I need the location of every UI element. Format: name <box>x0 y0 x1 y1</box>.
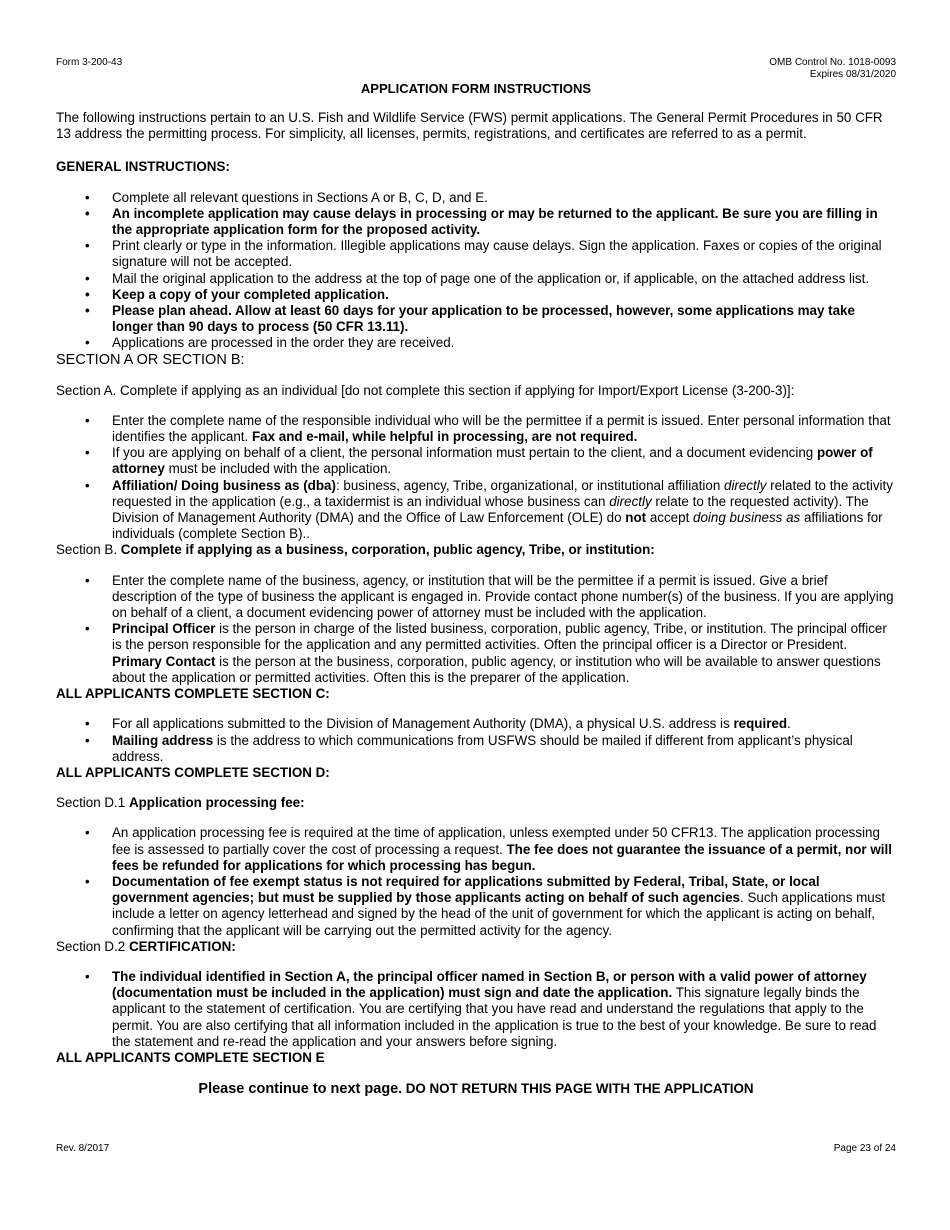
document-body <box>56 110 896 1097</box>
section-b-list <box>56 573 896 686</box>
section-d1-heading: Section D.1 Application processing fee: <box>56 795 305 811</box>
omb-control-number: OMB Control No. 1018-0093 <box>769 57 896 68</box>
list-item: • An application processing fee is required at the time of application, unless exempted under 50 CFR13. The application processing fee is assessed to partially cover the cost of processing a request. The fee does not guarantee the issuance of a permit, nor will fees be refunded for applications for which processing has begun. <box>112 825 896 874</box>
list-item: • Principal Officer is the person in charge of the listed business, corporation, public agency, Tribe, or institution. The principal officer is the person responsible for the application and any permitted activities. Often the principal officer is a Director or President. Primary Contact is the person at the business, corporation, public agency, or institution who will be available to answer questions about the application or permitted activities. Often this is the preparer of the application. <box>112 621 896 686</box>
intro-paragraph: The following instructions pertain to an U.S. Fish and Wildlife Service (FWS) permit applications. The General Permit Procedures in 50 CFR 13 address the permitting process. For simplicity, all licenses, permits, registrations, and certificates are referred to as a permit. <box>56 110 883 142</box>
list-item: • An incomplete application may cause delays in processing or may be returned to the applicant. Be sure you are filling in the appropriate application form for the proposed activity. <box>112 206 896 238</box>
omb-info <box>769 57 896 81</box>
general-instructions-heading: GENERAL INSTRUCTIONS: <box>56 159 230 175</box>
list-item: • Affiliation/ Doing business as (dba): business, agency, Tribe, organizational, or institutional affiliation directly related to the activity requested in the application (e.g., a taxidermist is an individual whose business can directly relate to the requested activity). The Division of Management Authority (DMA) and the Office of Law Enforcement (OLE) do not accept doing business as affiliations for individuals (complete Section B).. <box>112 478 896 543</box>
section-d2-heading: Section D.2 CERTIFICATION: <box>56 938 236 954</box>
section-d-heading: ALL APPLICANTS COMPLETE SECTION D: <box>56 764 330 780</box>
list-item: • Complete all relevant questions in Sections A or B, C, D, and E. <box>112 190 896 206</box>
section-ab-heading: SECTION A OR SECTION B: <box>56 351 245 368</box>
section-a-intro: Section A. Complete if applying as an individual [do not complete this section if applying for Import/Export License (3-200-3)]: <box>56 382 795 398</box>
list-item: • The individual identified in Section A, the principal officer named in Section B, or person with a valid power of attorney (documentation must be included in the application) must sign and date the application. This signature legally binds the applicant to the statement of certification. You are certifying that you have read and understand the regulations that apply to the permit. You are also certifying that all information included in the application is true to the best of your knowledge. Be sure to read the statement and re-read the application and your answers before signing. <box>112 969 896 1050</box>
list-item: • Documentation of fee exempt status is not required for applications submitted by Federal, Tribal, State, or local government agencies; but must be supplied by those applicants acting on behalf of such agencies. Such applications must include a letter on agency letterhead and signed by the head of the unit of government for which the applicant is acting on behalf, confirming that the applicant will be carrying out the permitted activity for the agency. <box>112 874 896 939</box>
list-item: • Keep a copy of your completed application. <box>112 287 896 303</box>
general-instructions-list <box>56 190 896 352</box>
list-item: • Mail the original application to the address at the top of page one of the application or, if applicable, on the attached address list. <box>112 271 896 287</box>
list-item: • For all applications submitted to the Division of Management Authority (DMA), a physical U.S. address is required. <box>112 716 896 732</box>
page-title: APPLICATION FORM INSTRUCTIONS <box>360 81 592 96</box>
section-e-heading: ALL APPLICANTS COMPLETE SECTION E <box>56 1049 325 1065</box>
section-b-heading: Section B. Complete if applying as a business, corporation, public agency, Tribe, or institution: <box>56 542 655 558</box>
section-d1-list <box>56 825 896 938</box>
section-d2-list <box>56 969 896 1050</box>
list-item: • Mailing address is the address to which communications from USFWS should be mailed if different from applicant’s physical address. <box>112 733 896 765</box>
list-item: • Enter the complete name of the responsible individual who will be the permittee if a permit is issued. Enter personal information that identifies the applicant. Fax and e-mail, while helpful in processing, are not required. <box>112 413 896 445</box>
list-item: • Applications are processed in the order they are received. <box>112 335 896 351</box>
expiration-date: Expires 08/31/2020 <box>809 69 896 80</box>
form-number: Form 3-200-43 <box>56 57 123 68</box>
list-item: • Please plan ahead. Allow at least 60 days for your application to be processed, however, some applications may take longer than 90 days to process (50 CFR 13.11). <box>112 303 896 335</box>
list-item: • If you are applying on behalf of a client, the personal information must pertain to the client, and a document evidencing power of attorney must be included with the application. <box>112 445 896 477</box>
page-number: Page 23 of 24 <box>833 1143 896 1154</box>
document-page <box>56 0 896 1230</box>
section-c-list <box>56 716 896 765</box>
section-c-heading: ALL APPLICANTS COMPLETE SECTION C: <box>56 686 330 702</box>
revision-date: Rev. 8/2017 <box>56 1143 110 1154</box>
section-a-list <box>56 413 896 543</box>
list-item: • Enter the complete name of the business, agency, or institution that will be the permittee if a permit is issued. Give a brief description of the type of business the applicant is engaged in. Provide contact phone number(s) of the business. If you are applying on behalf of a client, a document evidencing power of attorney must be included with the application. <box>112 573 896 622</box>
continue-notice: Please continue to next page. DO NOT RETURN THIS PAGE WITH THE APPLICATION <box>198 1081 754 1098</box>
list-item: • Print clearly or type in the information. Illegible applications may cause delays. Sign the application. Faxes or copies of the original signature will not be accepted. <box>112 238 896 270</box>
